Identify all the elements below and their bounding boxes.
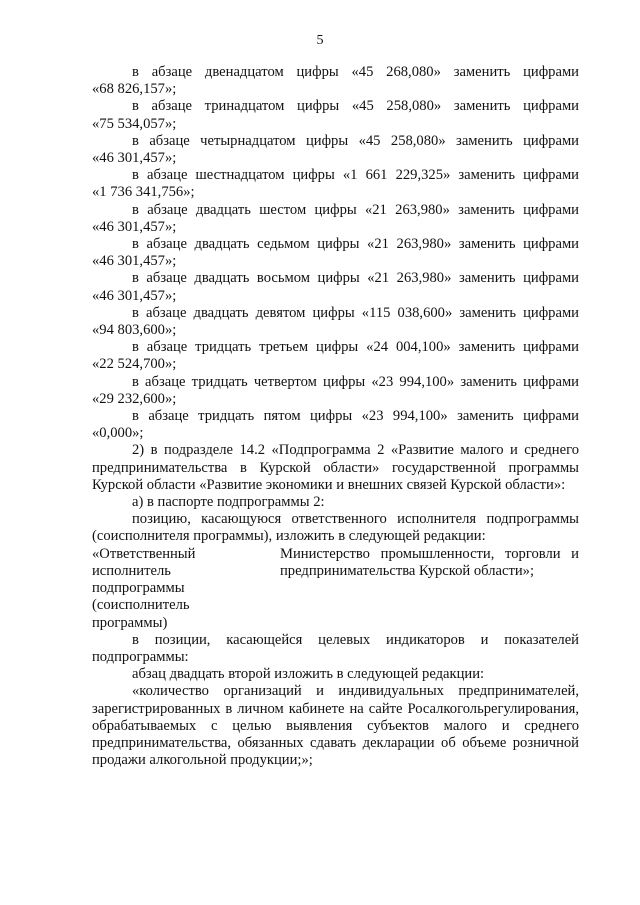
amendment-value: «46 301,457»; <box>92 287 177 304</box>
amendment-value: «46 301,457»; <box>92 253 177 270</box>
document-body <box>92 64 579 769</box>
passport-table <box>92 546 579 632</box>
amendment-value: «1 736 341,756»; <box>92 184 195 201</box>
page-number: 5 <box>316 33 324 48</box>
indicators-paragraph: в позиции, касающейся целевых индикаторов и показателей подпрограммы: <box>92 631 579 665</box>
amendment-value: «68 826,157»; <box>92 81 177 98</box>
amendment-value: «46 301,457»; <box>92 150 177 167</box>
amendment-line: в абзаце тридцать третьем цифры «24 004,100» заменить цифрами <box>132 339 579 356</box>
table-label-line: подпрограммы <box>92 580 185 597</box>
amendment-list <box>92 64 579 442</box>
amendment-value: «29 232,600»; <box>92 390 177 407</box>
amendment-line: в абзаце тринадцатом цифры «45 258,080» заменить цифрами <box>132 98 579 115</box>
table-label-column <box>92 546 280 632</box>
table-value-column <box>280 546 579 632</box>
amendment-value: «75 534,057»; <box>92 115 177 132</box>
amendment-line: в абзаце двадцать восьмом цифры «21 263,980» заменить цифрами <box>132 270 579 287</box>
amendment-value: «22 524,700»; <box>92 356 177 373</box>
table-value-line: предпринимательства Курской области»; <box>280 562 535 579</box>
table-value-line: Министерство промышленности, торговли и <box>280 545 579 562</box>
item-a-paragraph: а) в паспорте подпрограммы 2: <box>132 494 325 511</box>
section-2-paragraph: 2) в подразделе 14.2 «Подпрограмма 2 «Развитие малого и среднего предпринимательства в Курской области» государственной программы Курской области «Развитие экономики и внешних связей Курской области»: <box>92 442 579 493</box>
paragraph-22-instruction: абзац двадцать второй изложить в следующей редакции: <box>132 666 485 683</box>
position-intro-paragraph: позицию, касающуюся ответственного исполнителя подпрограммы (соисполнителя программы), изложить в следующей редакции: <box>92 511 579 545</box>
amendment-line: в абзаце шестнадцатом цифры «1 661 229,325» заменить цифрами <box>132 167 579 184</box>
table-label-line: программы) <box>92 614 168 631</box>
amendment-line: в абзаце двенадцатом цифры «45 268,080» заменить цифрами <box>132 64 579 80</box>
amendment-value: «0,000»; <box>92 425 144 442</box>
amendment-line: в абзаце четырнадцатом цифры «45 258,080» заменить цифрами <box>132 132 579 149</box>
amendment-line: в абзаце тридцать четвертом цифры «23 994,100» заменить цифрами <box>132 373 579 390</box>
amendment-line: в абзаце двадцать седьмом цифры «21 263,980» заменить цифрами <box>132 236 579 253</box>
amendment-line: в абзаце тридцать пятом цифры «23 994,100» заменить цифрами <box>132 408 579 425</box>
amendment-line: в абзаце двадцать девятом цифры «115 038,600» заменить цифрами <box>132 304 579 321</box>
table-label-line: «Ответственный <box>92 545 196 562</box>
table-label-line: исполнитель <box>92 562 171 579</box>
table-label-line: (соисполнитель <box>92 597 190 614</box>
amendment-value: «94 803,600»; <box>92 322 177 339</box>
amendment-line: в абзаце двадцать шестом цифры «21 263,980» заменить цифрами <box>132 201 579 218</box>
amendment-value: «46 301,457»; <box>92 218 177 235</box>
quoted-indicator-text: «количество организаций и индивидуальных предпринимателей, зарегистрированных в личном кабинете на сайте Росалкогольрегулирования, обрабатываемых с целью выявления субъектов малого и среднего предпринимательства, обязанных сдавать декларации об объеме розничной продажи алкогольной продукции;»; <box>92 683 579 769</box>
